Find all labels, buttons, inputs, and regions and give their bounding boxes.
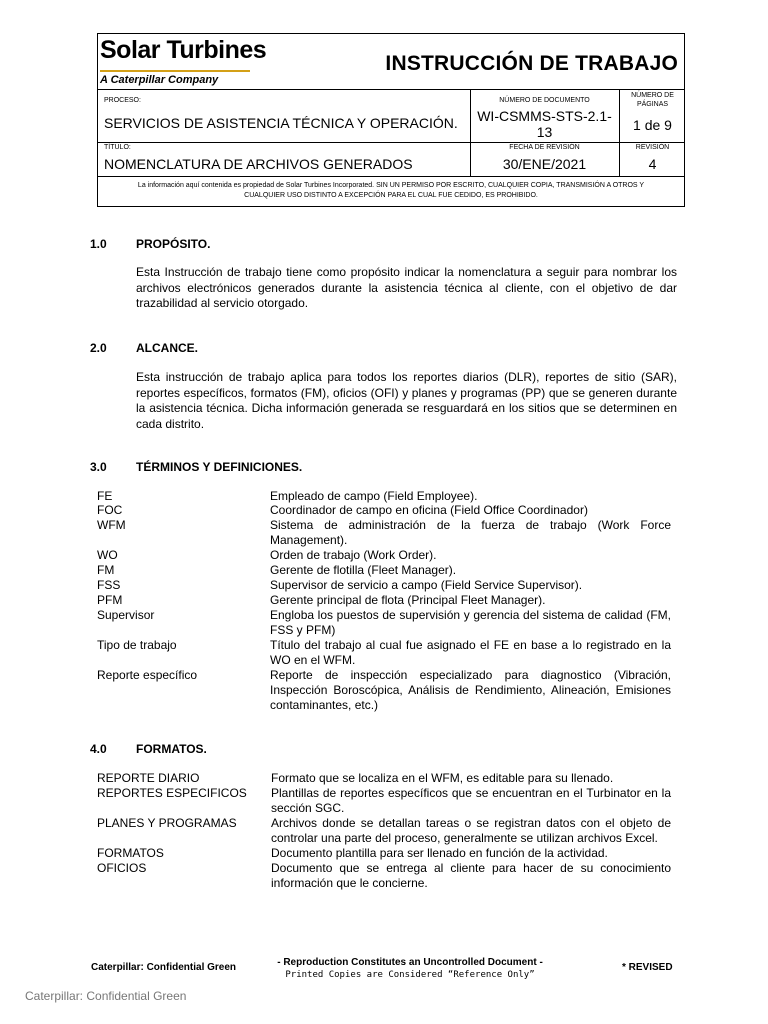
term-definition: Orden de trabajo (Work Order). — [270, 548, 437, 562]
footer-notice-line2: Printed Copies are Considered “Reference Only” — [285, 970, 535, 980]
company-logo — [98, 34, 298, 89]
watermark: Caterpillar: Confidential Green — [25, 989, 187, 1003]
term-label: WFM — [97, 518, 126, 532]
term-label: Reporte específico — [97, 668, 198, 682]
revision-value: 4 — [648, 156, 657, 172]
section-1-number: 1.0 — [90, 237, 107, 251]
document-type-title: INSTRUCCIÓN DE TRABAJO — [385, 52, 678, 75]
pages-label-line1: NÚMERO DE — [631, 92, 674, 99]
footer-notice — [255, 956, 565, 982]
term-definition: Gerente de flotilla (Fleet Manager). — [270, 563, 457, 577]
pages-label — [619, 91, 686, 109]
format-definition: Plantillas de reportes específicos que se encuentran en el Turbinator en la sección SGC. — [271, 786, 671, 815]
logo-name: Solar Turbines — [100, 36, 267, 64]
term-label: FOC — [97, 503, 123, 517]
term-definition: Supervisor de servicio a campo (Field Service Supervisor). — [270, 578, 583, 592]
format-label: REPORTES ESPECIFICOS — [97, 786, 247, 800]
format-label: OFICIOS — [97, 861, 147, 875]
section-1-title: PROPÓSITO. — [136, 237, 211, 251]
section-4-number: 4.0 — [90, 742, 107, 756]
fecha-label: FECHA DE REVISIÓN — [509, 144, 580, 151]
term-definition: Empleado de campo (Field Employee). — [270, 489, 478, 503]
format-definition: Documento plantilla para ser llenado en función de la actividad. — [271, 846, 608, 860]
section-1-text: Esta Instrucción de trabajo tiene como propósito indicar la nomenclatura a seguir para nombrar los archivos electrónicos generados durante la asistencia técnica al cliente, con el objetivo de dar trazabilidad al servicio otorgado. — [136, 265, 677, 310]
doc-number-value — [470, 108, 619, 140]
term-definition: Engloba los puestos de supervisión y gerencia del sistema de calidad (FM, FSS y PFM) — [270, 608, 671, 637]
term-definition: Coordinador de campo en oficina (Field Office Coordinador) — [270, 503, 588, 517]
term-label: Tipo de trabajo — [97, 638, 177, 652]
section-2-text: Esta instrucción de trabajo aplica para todos los reportes diarios (DLR), reportes de sitio (SAR), reportes específicos, formatos (FM), oficios (OFI) y planes y programas (PP) que se generen durante la asistencia técnica. Dicha información generada se resguardará en los sitios que se determinen en cada distrito. — [136, 370, 677, 431]
fecha-value: 30/ENE/2021 — [502, 156, 587, 172]
format-definition: Formato que se localiza en el WFM, es editable para su llenado. — [271, 771, 614, 785]
confidentiality-notice — [102, 181, 680, 201]
term-label: WO — [97, 548, 118, 562]
section-2-number: 2.0 — [90, 341, 107, 355]
divider — [98, 142, 684, 143]
term-label: FM — [97, 563, 115, 577]
divider — [98, 89, 684, 90]
pages-value: 1 de 9 — [633, 117, 672, 133]
proceso-label: PROCESO: — [104, 97, 141, 104]
format-definition: Documento que se entrega al cliente para hacer de su conocimiento información que le concierne. — [271, 861, 671, 890]
logo-tagline: A Caterpillar Company — [100, 74, 219, 86]
term-definition: Reporte de inspección especializado para diagnostico (Vibración, Inspección Boroscópica, Análisis de Rendimiento, Alineación, Emisiones contaminantes, etc.) — [270, 668, 671, 712]
format-label: REPORTE DIARIO — [97, 771, 200, 785]
term-definition: Gerente principal de flota (Principal Fleet Manager). — [270, 593, 546, 607]
term-definition: Título del trabajo al cual fue asignado el FE en base a lo registrado en la WO en el WFM. — [270, 638, 671, 667]
notice-line2: CUALQUIER USO DISTINTO A EXCEPCIÓN PARA EL CUAL FUE CEDIDO, ES PROHIBIDO. — [244, 192, 538, 199]
section-3-number: 3.0 — [90, 460, 107, 474]
format-definition: Archivos donde se detallan tareas o se registran datos con el objeto de controlar una parte del proceso, generalmente se utilizan archivos Excel. — [271, 816, 671, 845]
term-definition: Sistema de administración de la fuerza de trabajo (Work Force Management). — [270, 518, 671, 547]
titulo-label: TÍTULO: — [104, 144, 131, 151]
footer-notice-line1: - Reproduction Constitutes an Uncontrolled Document - — [277, 957, 543, 968]
proceso-value: SERVICIOS DE ASISTENCIA TÉCNICA Y OPERACIÓN. — [104, 115, 458, 131]
footer-classification: Caterpillar: Confidential Green — [91, 962, 237, 973]
titulo-value: NOMENCLATURA DE ARCHIVOS GENERADOS — [104, 156, 413, 172]
section-3-title: TÉRMINOS Y DEFINICIONES. — [136, 460, 303, 474]
format-label: PLANES Y PROGRAMAS — [97, 816, 237, 830]
term-label: Supervisor — [97, 608, 155, 622]
section-4-title: FORMATOS. — [136, 742, 207, 756]
term-label: FSS — [97, 578, 121, 592]
doc-number-line2: 13 — [536, 124, 553, 140]
term-label: FE — [97, 489, 113, 503]
notice-line1: La información aquí contenida es propiedad de Solar Turbines Incorporated. SIN UN PERMISO POR ESCRITO, CUALQUIER COPIA, TRANSMISIÓN A OTROS Y — [137, 182, 645, 189]
footer-revised: * REVISED — [622, 962, 673, 973]
format-label: FORMATOS — [97, 846, 164, 860]
document-header — [97, 33, 685, 207]
logo-rule — [100, 70, 250, 72]
pages-label-line2: PÁGINAS — [636, 101, 669, 108]
doc-number-label: NÚMERO DE DOCUMENTO — [499, 97, 590, 104]
divider — [98, 176, 684, 177]
revision-label: REVISIÓN — [635, 144, 670, 151]
section-2-title: ALCANCE. — [136, 341, 198, 355]
doc-number-line1: WI-CSMMS-STS-2.1- — [477, 108, 612, 124]
term-label: PFM — [97, 593, 123, 607]
